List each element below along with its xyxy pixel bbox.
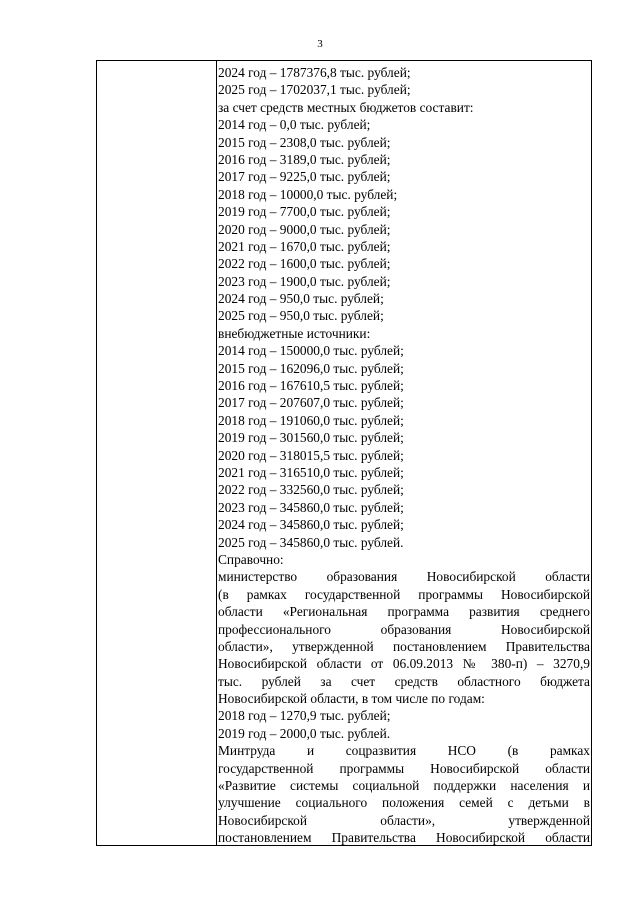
text-line: «Развитие системы социальной поддержки населения и bbox=[218, 778, 590, 794]
text-line: 2023 год – 1900,0 тыс. рублей; bbox=[218, 273, 391, 289]
text-line: Новосибирской области», утвержденной bbox=[218, 812, 590, 828]
text-line: 2015 год – 162096,0 тыс. рублей; bbox=[218, 360, 404, 376]
text-line: 2017 год – 207607,0 тыс. рублей; bbox=[218, 395, 404, 411]
text-line: 2016 год – 167610,5 тыс. рублей; bbox=[218, 378, 404, 394]
text-line: 2024 год – 345860,0 тыс. рублей; bbox=[218, 517, 404, 533]
text-line: 2018 год – 10000,0 тыс. рублей; bbox=[218, 186, 398, 202]
text-line: 2016 год – 3189,0 тыс. рублей; bbox=[218, 151, 391, 167]
passport-table bbox=[96, 60, 592, 846]
text-line: 2024 год – 1787376,8 тыс. рублей; bbox=[218, 65, 411, 80]
text-line: 2014 год – 0,0 тыс. рублей; bbox=[218, 117, 371, 133]
text-line: Минтруда и соцразвития НСО (в рамках bbox=[218, 743, 590, 759]
text-line: тыс. рублей за счет средств областного бюджета bbox=[218, 673, 590, 689]
table-right-cell bbox=[218, 64, 590, 847]
text-line: 2015 год – 2308,0 тыс. рублей; bbox=[218, 134, 391, 150]
text-line: 2018 год – 191060,0 тыс. рублей; bbox=[218, 412, 404, 428]
page-number: 3 bbox=[317, 38, 323, 50]
text-line: 2021 год – 316510,0 тыс. рублей; bbox=[218, 464, 404, 480]
text-line: 2019 год – 2000,0 тыс. рублей. bbox=[218, 725, 391, 741]
text-line: улучшение социального положения семей с детьми в bbox=[218, 795, 590, 811]
text-line: министерство образования Новосибирской области bbox=[218, 569, 590, 585]
text-line: области», утвержденной постановлением Правительства bbox=[218, 638, 590, 654]
text-line: 2021 год – 1670,0 тыс. рублей; bbox=[218, 238, 391, 254]
text-line: 2019 год – 301560,0 тыс. рублей; bbox=[218, 430, 404, 446]
text-line: 2024 год – 950,0 тыс. рублей; bbox=[218, 291, 384, 307]
text-line: (в рамках государственной программы Новосибирской bbox=[218, 586, 590, 602]
text-line: Новосибирской области, в том числе по годам: bbox=[218, 691, 485, 707]
text-line: 2025 год – 1702037,1 тыс. рублей; bbox=[218, 82, 411, 98]
text-line: 2017 год – 9225,0 тыс. рублей; bbox=[218, 169, 391, 185]
table-left-cell bbox=[97, 61, 217, 845]
text-line: 2014 год – 150000,0 тыс. рублей; bbox=[218, 343, 404, 359]
text-line: 2020 год – 318015,5 тыс. рублей; bbox=[218, 447, 404, 463]
text-line: постановлением Правительства Новосибирской области bbox=[218, 830, 590, 846]
text-line: 2022 год – 1600,0 тыс. рублей; bbox=[218, 256, 391, 272]
text-line: 2018 год – 1270,9 тыс. рублей; bbox=[218, 708, 391, 724]
text-line: Справочно: bbox=[218, 551, 284, 567]
text-line: государственной программы Новосибирской области bbox=[218, 760, 590, 776]
text-line: 2022 год – 332560,0 тыс. рублей; bbox=[218, 482, 404, 498]
text-line: 2019 год – 7700,0 тыс. рублей; bbox=[218, 204, 391, 220]
text-line: внебюджетные источники: bbox=[218, 325, 371, 341]
text-line: за счет средств местных бюджетов составит: bbox=[218, 99, 474, 115]
text-line: области «Региональная программа развития среднего bbox=[218, 604, 590, 620]
text-line: 2020 год – 9000,0 тыс. рублей; bbox=[218, 221, 391, 237]
text-line: 2025 год – 345860,0 тыс. рублей. bbox=[218, 534, 404, 550]
text-line: 2025 год – 950,0 тыс. рублей; bbox=[218, 308, 384, 324]
text-line: Новосибирской области от 06.09.2013 № 380-п) – 3270,9 bbox=[218, 656, 590, 672]
text-line: профессионального образования Новосибирской bbox=[218, 621, 590, 637]
text-line: 2023 год – 345860,0 тыс. рублей; bbox=[218, 499, 404, 515]
